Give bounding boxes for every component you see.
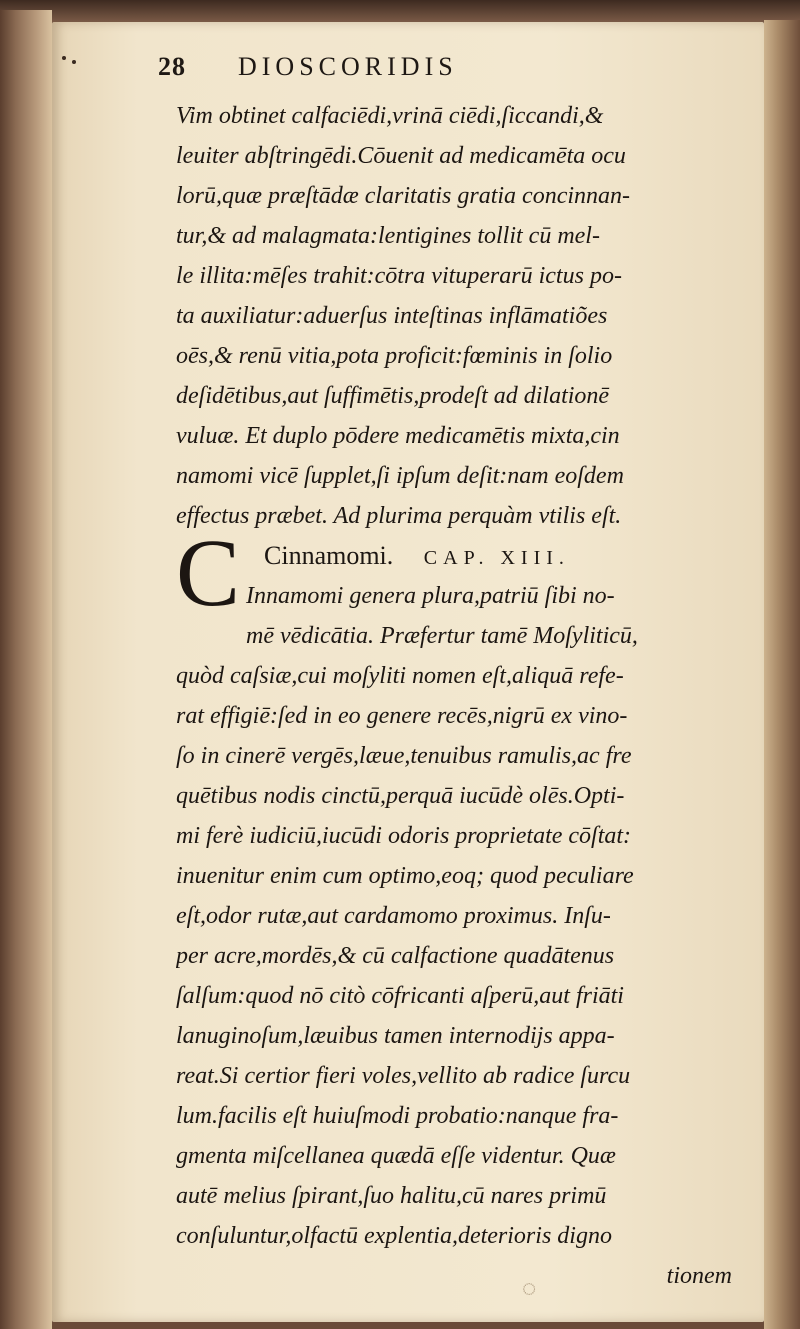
text-line: ſalſum:quod nō citò cōfricanti aſperū,aut friāti — [176, 983, 624, 1009]
text-line: le illita:mēſes trahit:cōtra vituperarū ictus po- — [176, 263, 622, 289]
text-line: rat effigiē:ſed in eo genere recēs,nigrū ex vino- — [176, 703, 628, 729]
text-line: reat.Si certior fieri voles,vellito ab radice ſurcu — [176, 1063, 631, 1089]
chapter-title: Cinnamomi. — [264, 541, 394, 570]
text-line: quòd caſsiæ,cui moſyliti nomen eſt,aliquā refe- — [176, 663, 624, 689]
text-line: quētibus nodis cinctū,perquā iucūdè olēs.Opti- — [176, 783, 625, 809]
chapter-label: CAP. XIII. — [423, 547, 570, 569]
text-line: vuluæ. Et duplo pōdere medicamētis mixta,cin — [176, 423, 620, 449]
text-block — [176, 96, 766, 1296]
text-line: oēs,& renū vitia,pota proficit:fœminis in ſolio — [176, 343, 613, 369]
top-frame — [0, 0, 800, 22]
text-line: effectus præbet. Ad plurima perquàm vtilis eſt. — [176, 503, 622, 529]
drop-cap: C — [176, 519, 241, 626]
page-header — [158, 52, 608, 92]
text-line: lanuginoſum,læuibus tamen internodijs appa- — [176, 1023, 615, 1049]
ink-smudge: ◌ — [522, 1276, 537, 1302]
book-right-edge — [764, 20, 800, 1329]
text-line: leuiter abſtringēdi.Cōuenit ad medicamēta ocu — [176, 143, 626, 169]
running-head: DIOSCORIDIS — [238, 52, 458, 81]
text-line: inuenitur enim cum optimo,eoq; quod peculiare — [176, 863, 634, 889]
text-line: per acre,mordēs,& cū calfactione quadātenus — [176, 943, 615, 969]
text-line: gmenta miſcellanea quædā eſſe videntur. Quæ — [176, 1143, 616, 1169]
text-line: Innamomi genera plura,patriū ſibi no- — [246, 583, 615, 609]
chapter-heading — [176, 536, 766, 576]
text-line: tur,& ad malagmata:lentigines tollit cū mel- — [176, 223, 600, 249]
ink-speck — [62, 56, 66, 60]
book-left-edge — [0, 10, 52, 1329]
text-line: lorū,quæ præſtādæ claritatis gratia concinnan- — [176, 183, 631, 209]
text-line: ſo in cinerē vergēs,læue,tenuibus ramulis,ac fre — [176, 743, 632, 769]
text-line: Vim obtinet calfaciēdi,vrinā ciēdi,ſiccandi,& — [176, 103, 604, 129]
text-line: namomi vicē ſupplet,ſi ipſum deſit:nam eoſdem — [176, 463, 624, 489]
text-line: autē melius ſpirant,ſuo halitu,cū nares primū — [176, 1183, 607, 1209]
text-line: conſuluntur,olfactū explentia,deterioris digno — [176, 1223, 612, 1249]
text-line: lum.facilis eſt huiuſmodi probatio:nanque fra- — [176, 1103, 619, 1129]
text-line: mi ferè iudiciū,iucūdi odoris proprietate cōſtat: — [176, 823, 632, 849]
text-line: deſidētibus,aut ſuffimētis,prodeſt ad dilationē — [176, 383, 610, 409]
folio-number: 28 — [158, 52, 186, 81]
text-line: ta auxiliatur:aduerſus inteſtinas inflāmatiões — [176, 303, 608, 329]
text-line: eſt,odor rutæ,aut cardamomo proximus. Inſu- — [176, 903, 611, 929]
ink-speck — [72, 60, 76, 64]
text-line: mē vēdicātia. Præfertur tamē Moſyliticū, — [246, 623, 638, 649]
catchword-line: tionem — [666, 1263, 732, 1289]
